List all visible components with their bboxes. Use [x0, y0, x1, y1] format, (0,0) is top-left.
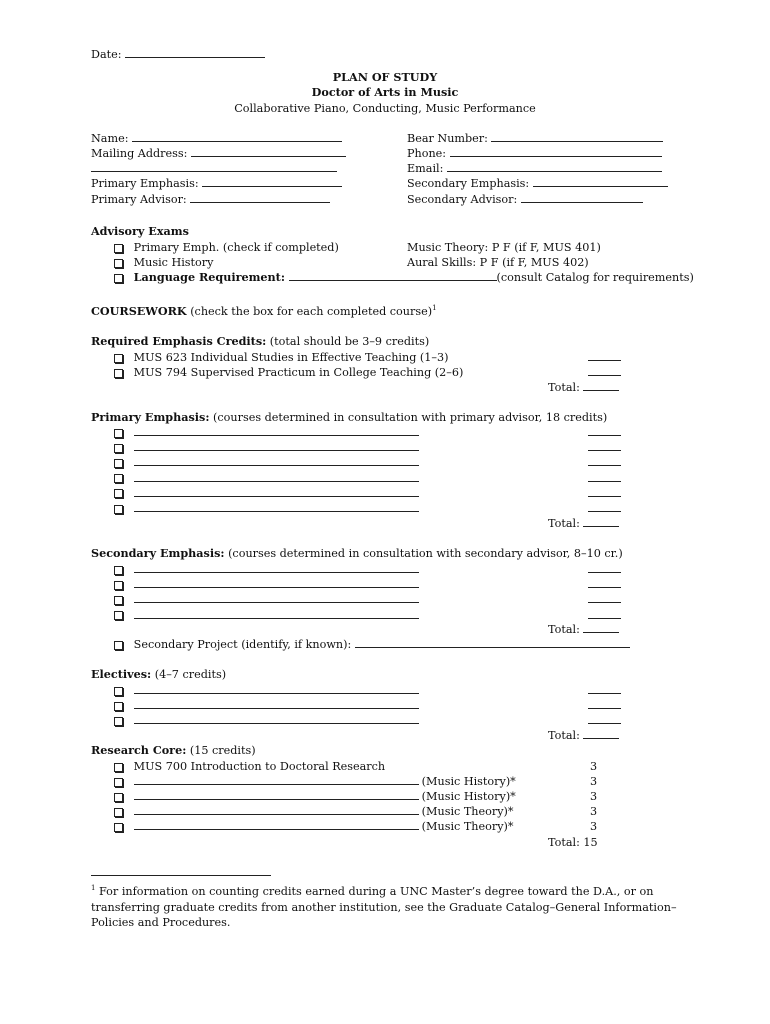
credit-value: 3: [590, 760, 598, 773]
secondary-emphasis-label: Secondary Emphasis:: [407, 177, 530, 190]
name-field: [91, 131, 342, 146]
footnote-number: 1: [91, 884, 96, 892]
phone-field: [407, 146, 662, 161]
date-input-line[interactable]: [125, 47, 265, 58]
secondary-advisor-label: Secondary Advisor:: [407, 193, 518, 206]
checkbox[interactable]: [114, 505, 123, 514]
total-input-line[interactable]: [583, 380, 619, 391]
checkbox[interactable]: [114, 702, 123, 711]
secondary-heading: [91, 546, 623, 561]
checkbox[interactable]: [114, 459, 123, 468]
course-row: [114, 425, 419, 440]
email-label: Email:: [407, 162, 444, 175]
mailing-field: [91, 146, 346, 161]
electives-title: Electives:: [91, 667, 152, 681]
required-course-row: [114, 365, 463, 380]
course-input-line[interactable]: [134, 577, 419, 588]
course-label: MUS 700 Introduction to Doctoral Research: [133, 760, 386, 773]
course-input-line[interactable]: [134, 592, 419, 603]
total-input-line[interactable]: [583, 728, 619, 739]
course-label: MUS 794 Supervised Practicum in College Teaching (2–6): [133, 366, 464, 379]
checkbox[interactable]: [114, 763, 123, 772]
primary-heading: [91, 410, 607, 425]
email-field: [407, 161, 662, 176]
coursework-title: COURSEWORK: [91, 304, 187, 318]
secondary-total: [548, 622, 619, 637]
course-input-line[interactable]: [134, 819, 419, 830]
credit-line[interactable]: [588, 455, 621, 470]
mailing-input-line[interactable]: [191, 146, 346, 157]
footnote-text-1: For information on counting credits earned during a UNC Master’s degree toward the D.A., or on: [95, 885, 654, 898]
bear-number-input-line[interactable]: [491, 131, 663, 142]
primary-title: Primary Emphasis:: [91, 410, 210, 424]
course-row: [114, 486, 419, 501]
mailing-input-line-2[interactable]: [91, 161, 337, 172]
course-input-line[interactable]: [134, 789, 419, 800]
checkbox[interactable]: [114, 611, 123, 620]
course-input-line[interactable]: [134, 471, 419, 482]
credit-line[interactable]: [588, 471, 621, 486]
checkbox[interactable]: [114, 429, 123, 438]
checkbox[interactable]: [114, 823, 123, 832]
coursework-heading: [91, 304, 437, 319]
document-title: PLAN OF STUDY: [332, 70, 438, 84]
course-row: [114, 819, 514, 834]
checkbox[interactable]: [114, 581, 123, 590]
total-input-line[interactable]: [583, 516, 619, 527]
checkbox[interactable]: [114, 444, 123, 453]
checkbox[interactable]: [114, 259, 123, 268]
course-row: [114, 592, 419, 607]
secondary-emphasis-input-line[interactable]: [533, 176, 668, 187]
aural-skills-exam: Aural Skills: P F (if F, MUS 402): [407, 256, 589, 269]
credit-line[interactable]: [588, 608, 621, 623]
credit-line[interactable]: [588, 713, 621, 728]
total-label: Total:: [548, 381, 580, 394]
footnote-ref[interactable]: 1: [432, 304, 437, 312]
credit-line[interactable]: [588, 486, 621, 501]
course-label: MUS 623 Individual Studies in Effective Teaching (1–3): [133, 351, 449, 364]
course-row: [114, 804, 514, 819]
footnote-line-2: transferring graduate credits from another institution, see the Graduate Catalog–General Information–: [91, 901, 677, 914]
bear-number-label: Bear Number:: [407, 132, 488, 145]
required-course-row: [114, 350, 448, 365]
checkbox[interactable]: [114, 369, 123, 378]
course-row: [114, 608, 419, 623]
advisory-item-primary: [114, 240, 339, 255]
language-note: (consult Catalog for requirements): [496, 271, 694, 284]
credit-line[interactable]: [588, 698, 621, 713]
course-row: [114, 683, 419, 698]
research-title: Research Core:: [91, 743, 187, 757]
checkbox[interactable]: [114, 793, 123, 802]
course-input-line[interactable]: [134, 455, 419, 466]
electives-heading: [91, 667, 226, 682]
course-row: [114, 501, 419, 516]
course-row: [114, 471, 419, 486]
required-total: [548, 380, 619, 395]
advisory-primary-label: Primary Emph. (check if completed): [133, 241, 339, 254]
credit-line[interactable]: [588, 562, 621, 577]
checkbox[interactable]: [114, 274, 123, 283]
document-subtitle: Doctor of Arts in Music: [311, 85, 459, 99]
electives-total: [548, 728, 619, 743]
advisory-item-language: [114, 270, 694, 285]
program-list: Collaborative Piano, Conducting, Music Performance: [234, 102, 536, 115]
checkbox[interactable]: [114, 474, 123, 483]
course-tag: (Music Theory)*: [421, 805, 514, 819]
credit-line[interactable]: [588, 592, 621, 607]
mailing-field-line2: [91, 161, 337, 176]
course-row: [114, 789, 516, 804]
primary-note: (courses determined in consultation with primary advisor, 18 credits): [209, 411, 608, 424]
checkbox[interactable]: [114, 808, 123, 817]
course-tag: (Music Theory)*: [421, 820, 514, 834]
advisory-item-history: [114, 255, 213, 270]
name-input-line[interactable]: [132, 131, 342, 142]
checkbox[interactable]: [114, 596, 123, 605]
course-row: [114, 577, 419, 592]
course-input-line[interactable]: [134, 440, 419, 451]
course-input-line[interactable]: [134, 501, 419, 512]
secondary-emphasis-field: [407, 176, 668, 191]
primary-advisor-input-line[interactable]: [190, 192, 330, 203]
course-input-line[interactable]: [134, 425, 419, 436]
required-heading: [91, 334, 429, 349]
required-title: Required Emphasis Credits:: [91, 334, 267, 348]
music-theory-exam: Music Theory: P F (if F, MUS 401): [407, 241, 601, 254]
advisory-history-label: Music History: [133, 256, 214, 269]
credit-value: 3: [590, 790, 598, 803]
coursework-note: (check the box for each completed course): [186, 305, 433, 318]
phone-label: Phone:: [407, 147, 447, 160]
language-label: Language Requirement:: [133, 270, 285, 284]
credit-value: 3: [590, 820, 598, 833]
credit-line[interactable]: [588, 425, 621, 440]
primary-advisor-label: Primary Advisor:: [91, 193, 187, 206]
credit-line[interactable]: [588, 501, 621, 516]
electives-note: (4–7 credits): [151, 668, 227, 681]
secondary-project-row: [114, 637, 630, 652]
total-label: Total:: [548, 623, 580, 636]
course-row: [114, 562, 419, 577]
secondary-title: Secondary Emphasis:: [91, 546, 225, 560]
course-row: [114, 455, 419, 470]
mailing-label: Mailing Address:: [91, 147, 188, 160]
name-label: Name:: [91, 132, 129, 145]
research-total: Total: 15: [548, 836, 598, 849]
course-input-line[interactable]: [134, 713, 419, 724]
credit-line[interactable]: [588, 350, 621, 365]
primary-emphasis-input-line[interactable]: [202, 176, 342, 187]
credit-line[interactable]: [588, 577, 621, 592]
research-heading: [91, 743, 256, 758]
bear-number-field: [407, 131, 663, 146]
footnote-line-3: Policies and Procedures.: [91, 916, 231, 929]
course-row: [114, 713, 419, 728]
footnote-line-1: [91, 884, 653, 899]
course-row: [114, 440, 419, 455]
total-label: Total:: [548, 729, 580, 742]
credit-value: 3: [590, 775, 598, 788]
secondary-advisor-input-line[interactable]: [521, 192, 643, 203]
date-field: [91, 47, 265, 62]
research-course-row: [114, 759, 385, 774]
checkbox[interactable]: [114, 244, 123, 253]
primary-total: [548, 516, 619, 531]
checkbox[interactable]: [114, 687, 123, 696]
course-input-line[interactable]: [134, 562, 419, 573]
course-input-line[interactable]: [134, 486, 419, 497]
secondary-note: (courses determined in consultation with secondary advisor, 8–10 cr.): [224, 547, 623, 560]
course-tag: (Music History)*: [421, 790, 516, 804]
course-row: [114, 698, 419, 713]
required-note: (total should be 3–9 credits): [266, 335, 430, 348]
course-row: [114, 774, 516, 789]
checkbox[interactable]: [114, 641, 123, 650]
credit-line[interactable]: [588, 365, 621, 380]
footnote-separator: [91, 875, 271, 876]
date-label: Date:: [91, 48, 122, 61]
secondary-project-label: Secondary Project (identify, if known):: [133, 638, 352, 651]
advisory-heading: Advisory Exams: [91, 224, 189, 238]
checkbox[interactable]: [114, 489, 123, 498]
checkbox[interactable]: [114, 778, 123, 787]
course-input-line[interactable]: [134, 608, 419, 619]
phone-input-line[interactable]: [450, 146, 662, 157]
course-input-line[interactable]: [134, 683, 419, 694]
secondary-project-input-line[interactable]: [355, 637, 630, 648]
checkbox[interactable]: [114, 717, 123, 726]
primary-advisor-field: [91, 192, 330, 207]
checkbox[interactable]: [114, 354, 123, 363]
checkbox[interactable]: [114, 566, 123, 575]
total-input-line[interactable]: [583, 622, 619, 633]
course-tag: (Music History)*: [421, 775, 516, 788]
course-input-line[interactable]: [134, 774, 419, 785]
language-input-line[interactable]: [289, 270, 497, 281]
primary-emphasis-label: Primary Emphasis:: [91, 177, 199, 190]
research-note: (15 credits): [186, 744, 256, 757]
email-input-line[interactable]: [447, 161, 662, 172]
primary-emphasis-field: [91, 176, 342, 191]
credit-line[interactable]: [588, 683, 621, 698]
credit-line[interactable]: [588, 440, 621, 455]
total-label: Total:: [548, 517, 580, 530]
credit-value: 3: [590, 805, 598, 818]
course-input-line[interactable]: [134, 804, 419, 815]
secondary-advisor-field: [407, 192, 643, 207]
course-input-line[interactable]: [134, 698, 419, 709]
